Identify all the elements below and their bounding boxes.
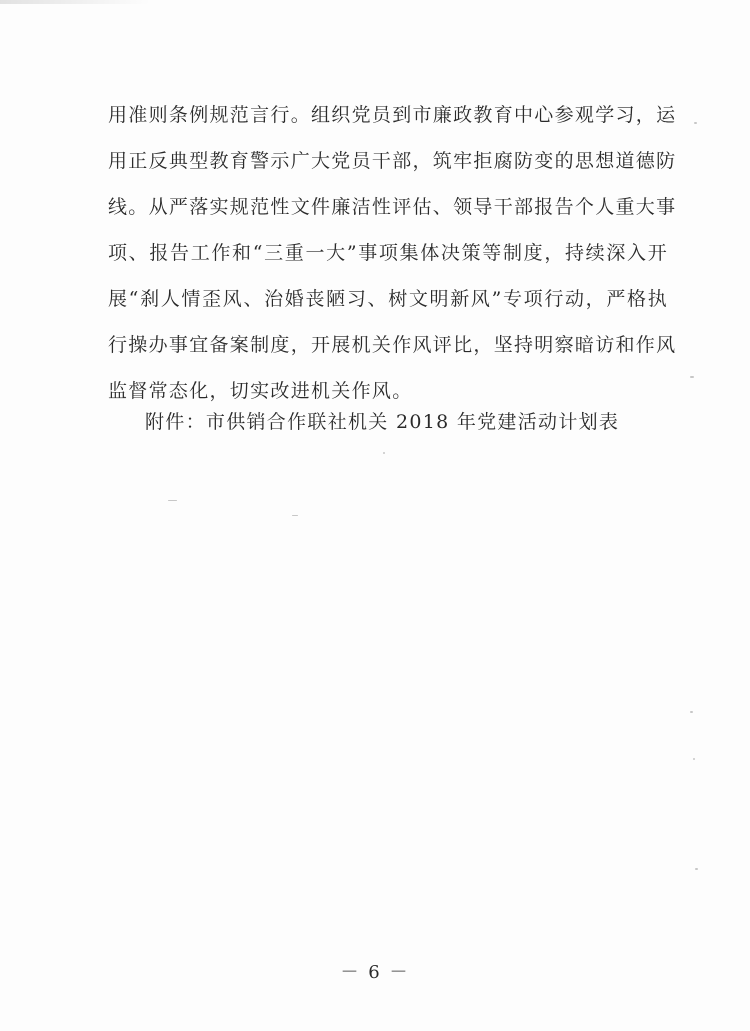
paragraph-line: 行操办事宜备案制度，开展机关作风评比，坚持明察暗访和作风: [108, 334, 677, 356]
paragraph-line: 展“刹人情歪风、治婚丧陋习、树文明新风”专项行动，严格执: [108, 288, 668, 310]
paragraph-line: 线。从严落实规范性文件廉洁性评估、领导干部报告个人重大事: [108, 196, 677, 218]
scan-speck: [383, 452, 385, 454]
scan-speck: [695, 868, 698, 870]
scan-speck: [690, 711, 693, 713]
scan-speck: [690, 376, 694, 378]
paragraph-line: 项、报告工作和“三重一大”事项集体决策等制度，持续深入开: [108, 242, 668, 264]
page-number: － 6 －: [340, 962, 410, 983]
attachment-note: 附件：市供销合作联社机关 2018 年党建活动计划表: [145, 411, 620, 433]
scan-speck: [168, 500, 177, 501]
scan-edge-shadow: [0, 0, 150, 4]
scan-speck: [292, 515, 298, 516]
scan-speck: [694, 122, 697, 124]
paragraph-line: 用准则条例规范言行。组织党员到市廉政教育中心参观学习，运: [108, 104, 677, 126]
scan-speck: [693, 758, 695, 760]
paragraph-line: 监督常态化，切实改进机关作风。: [108, 380, 413, 402]
paragraph-line: 用正反典型教育警示广大党员干部，筑牢拒腐防变的思想道德防: [108, 150, 677, 172]
body-paragraph: [108, 92, 677, 414]
